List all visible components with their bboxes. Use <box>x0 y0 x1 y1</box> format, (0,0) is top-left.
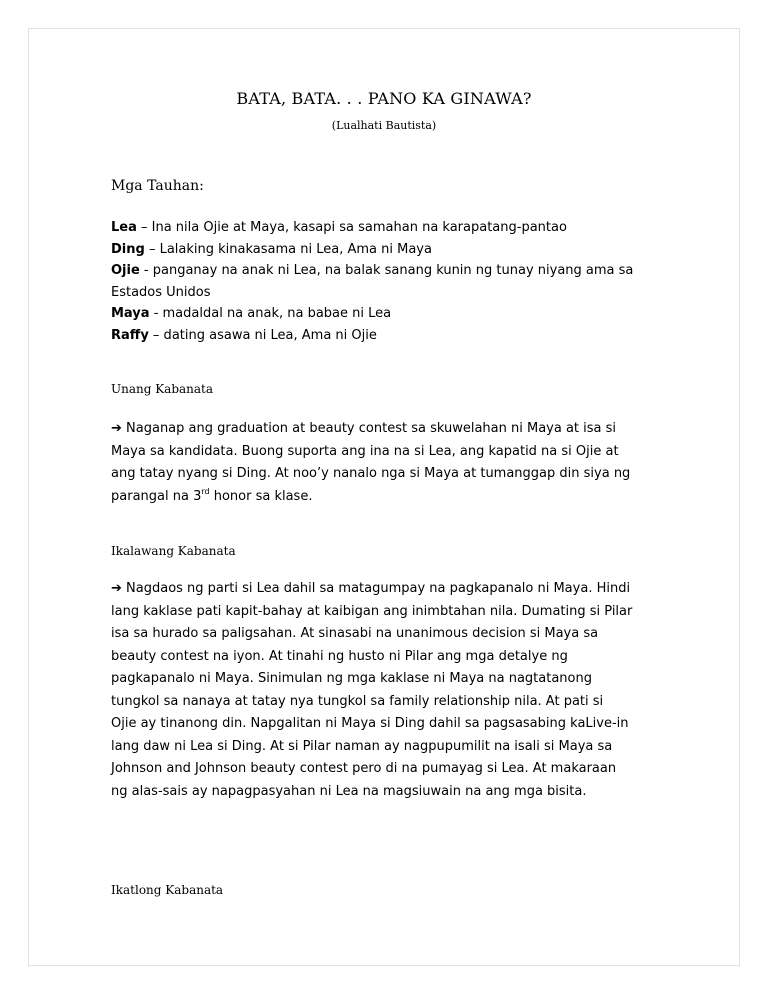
paragraph-line <box>111 486 671 509</box>
paragraph-line: Ojie ay tinanong din. Napgalitan ni Maya si Ding dahil sa pagsasabing kaLive-in <box>111 716 629 731</box>
line-text: Nagdaos ng parti si Lea dahil sa matagumpay na pagkapanalo ni Maya. Hindi <box>121 581 631 596</box>
arrow-icon: ➔ <box>111 581 122 596</box>
paragraph-line: pagkapanalo ni Maya. Sinimulan ng mga kaklase ni Maya na nagtatanong <box>111 671 592 686</box>
paragraph-line <box>111 418 671 441</box>
arrow-icon: ➔ <box>111 421 122 436</box>
cast-item-ojie <box>111 260 671 282</box>
cast-item-lea <box>111 217 671 239</box>
chapter-1-paragraph <box>111 418 671 508</box>
paragraph-line: ang tatay nyang si Ding. At noo’y nanalo nga si Maya at tumanggap din siya ng <box>111 466 631 481</box>
cast-name: Maya <box>111 306 150 321</box>
line-text: Naganap ang graduation at beauty contest sa skuwelahan ni Maya at isa si <box>121 421 617 436</box>
paragraph-line: lang daw ni Lea si Ding. At si Pilar naman ay nagpupumilit na isali si Maya sa <box>111 738 613 754</box>
line-text: parangal na 3 <box>111 488 202 504</box>
line-text: honor sa klase. <box>209 488 313 504</box>
cast-desc: Estados Unidos <box>111 284 211 300</box>
document-author: (Lualhati Bautista) <box>331 119 437 132</box>
cast-item-maya <box>111 303 671 325</box>
paragraph-line: isa sa hurado sa paligsahan. At sinasabi na unanimous decision si Maya sa <box>111 626 599 641</box>
cast-name: Lea <box>111 220 137 235</box>
paragraph-line: ng alas-sais ay napagpasyahan ni Lea na magsiuwain na ang mga bisita. <box>111 783 587 799</box>
cast-item-raffy <box>111 325 671 347</box>
cast-name: Raffy <box>111 327 149 343</box>
paragraph-line: tungkol sa nanaya at tatay nya tungkol sa family relationship nila. At pati si <box>111 693 604 709</box>
cast-desc: – dating asawa ni Lea, Ama ni Ojie <box>148 327 377 343</box>
cast-desc: - madaldal na anak, na babae ni Lea <box>149 306 392 321</box>
chapter-heading-1: Unang Kabanata <box>111 382 214 396</box>
cast-desc: – Ina nila Ojie at Maya, kasapi sa samahan na karapatang-pantao <box>136 220 567 235</box>
cast-list <box>111 217 671 346</box>
document-title: BATA, BATA. . . PANO KA GINAWA? <box>236 89 532 108</box>
cast-item-ojie-cont <box>111 282 671 304</box>
chapter-heading-2: Ikalawang Kabanata <box>111 544 236 558</box>
cast-name: Ding <box>111 241 145 257</box>
chapter-heading-3: Ikatlong Kabanata <box>111 883 224 897</box>
paragraph-line: lang kaklase pati kapit-bahay at kaibigan ang inimbtahan nila. Dumating si Pilar <box>111 603 633 619</box>
chapter-2-paragraph <box>111 578 671 803</box>
ordinal-suffix: rd <box>201 486 210 496</box>
paragraph-line: Maya sa kandidata. Buong suporta ang ina na si Lea, ang kapatid na si Ojie at <box>111 443 619 459</box>
paragraph-line: Johnson and Johnson beauty contest pero di na pumayag si Lea. At makaraan <box>111 761 617 776</box>
cast-name: Ojie <box>111 263 140 278</box>
cast-desc: - panganay na anak ni Lea, na balak sanang kunin ng tunay niyang ama sa <box>139 263 634 278</box>
paragraph-line: beauty contest na iyon. At tinahi ng husto ni Pilar ang mga detalye ng <box>111 648 568 664</box>
cast-desc: – Lalaking kinakasama ni Lea, Ama ni Maya <box>144 241 432 257</box>
paragraph-line <box>111 578 671 601</box>
cast-item-ding <box>111 239 671 261</box>
cast-heading: Mga Tauhan: <box>111 178 204 194</box>
